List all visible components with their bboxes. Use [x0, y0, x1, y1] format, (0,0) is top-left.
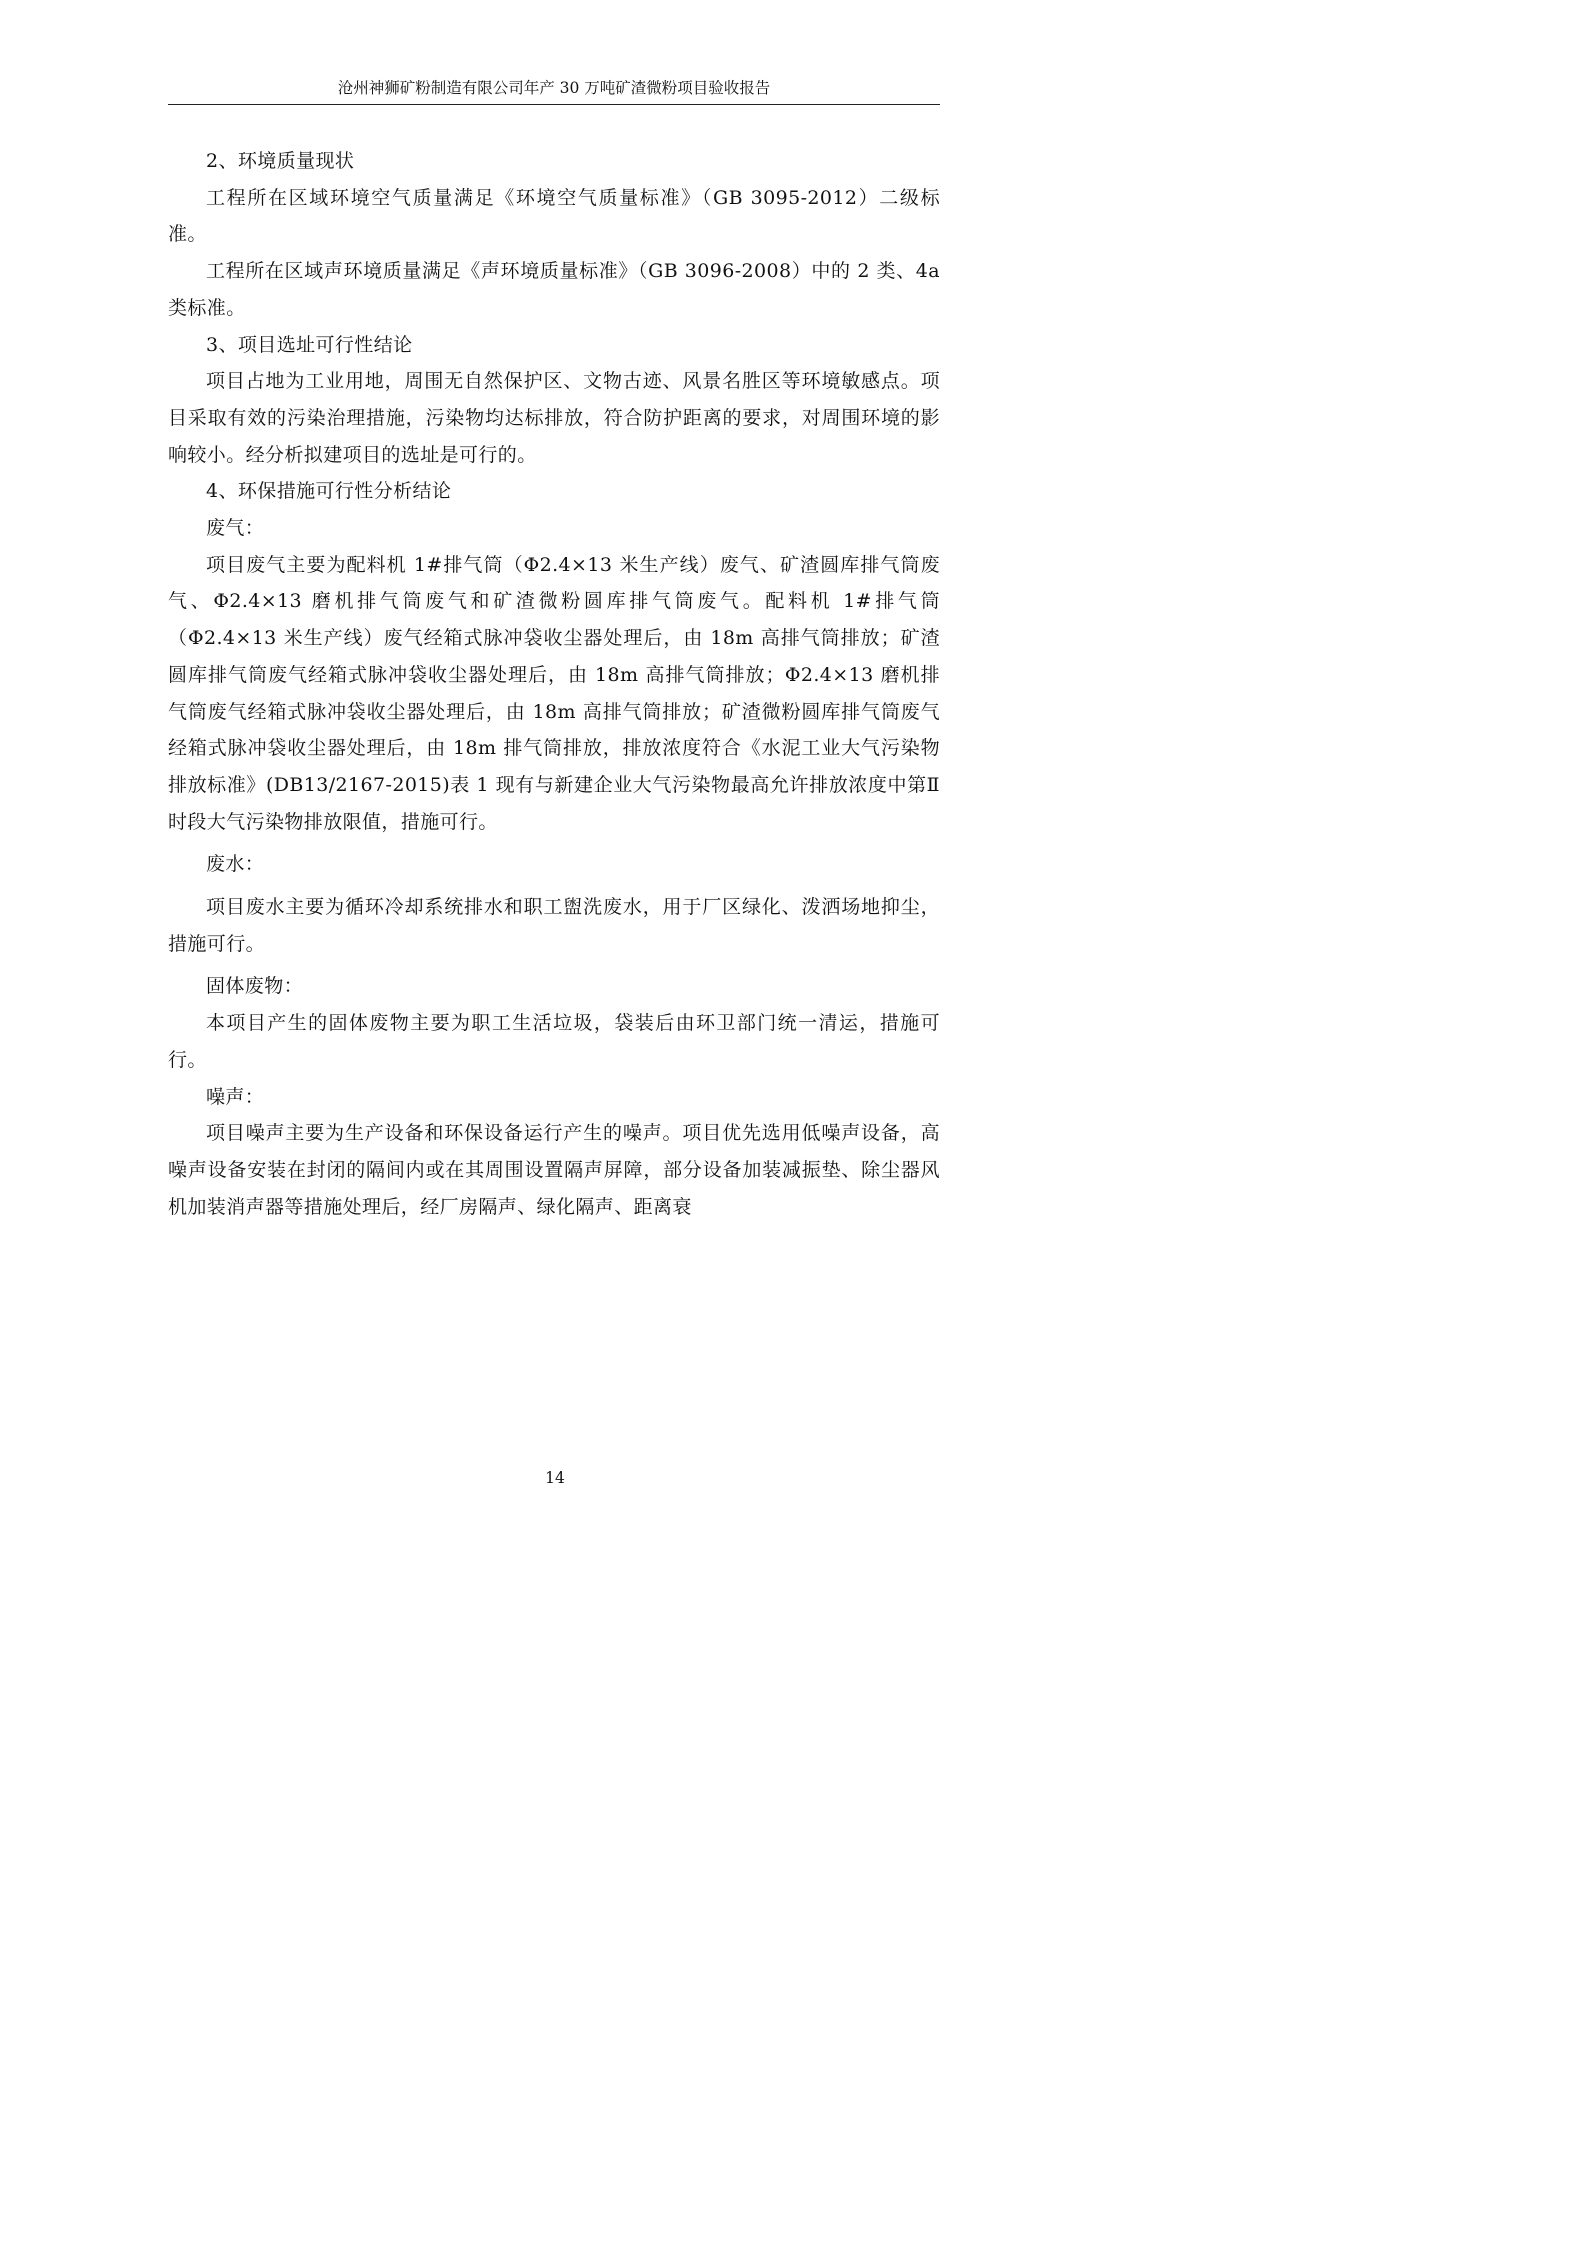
label-noise: 噪声：	[206, 1085, 265, 1108]
report-header: 沧州神狮矿粉制造有限公司年产 30 万吨矿渣微粉项目验收报告	[168, 78, 940, 105]
paragraph-noise: 项目噪声主要为生产设备和环保设备运行产生的噪声。项目优先选用低噪声设备，高噪声设备安装在封闭的隔间内或在其周围设置隔声屏障，部分设备加装减振垫、除尘器风机加装消声器等措施处理后，经厂房隔声、绿化隔声、距离衰	[168, 1122, 940, 1218]
label-waste-water: 废水：	[206, 853, 265, 876]
section-heading-env-quality: 2、环境质量现状	[206, 150, 355, 172]
paragraph-air-quality: 工程所在区域环境空气质量满足《环境空气质量标准》（GB 3095-2012）二级标准。	[168, 186, 940, 246]
paragraph-waste-water: 项目废水主要为循环冷却系统排水和职工盥洗废水，用于厂区绿化、泼洒场地抑尘，措施可行。	[168, 896, 940, 955]
section-heading-site: 3、项目选址可行性结论	[206, 333, 413, 356]
report-body	[168, 143, 940, 1225]
paragraph-waste-gas: 项目废气主要为配料机 1#排气筒（Φ2.4×13 米生产线）废气、矿渣圆库排气筒废气、Φ2.4×13 磨机排气筒废气和矿渣微粉圆库排气筒废气。配料机 1#排气筒（Φ2.4×13 米生产线）废气经箱式脉冲袋收尘器处理后，由 18m 高排气筒排放；矿渣圆库排气筒废气经箱式脉冲袋收尘器处理后，由 18m 高排气筒排放；Φ2.4×13 磨机排气筒废气经箱式脉冲袋收尘器处理后，由 18m 高排气筒排放；矿渣微粉圆库排气筒废气经箱式脉冲袋收尘器处理后，由 18m 排气筒排放，排放浓度符合《水泥工业大气污染物排放标准》(DB13/2167-2015)表 1 现有与新建企业大气污染物最高允许排放浓度中第Ⅱ时段大气污染物排放限值，措施可行。	[168, 553, 940, 833]
label-solid-waste: 固体废物：	[206, 975, 304, 998]
paragraph-noise-quality: 工程所在区域声环境质量满足《声环境质量标准》（GB 3096-2008）中的 2 类、4a 类标准。	[168, 260, 940, 319]
paragraph-site-conclusion: 项目占地为工业用地，周围无自然保护区、文物古迹、风景名胜区等环境敏感点。项目采取有效的污染治理措施，污染物均达标排放，符合防护距离的要求，对周围环境的影响较小。经分析拟建项目的选址是可行的。	[168, 370, 940, 466]
section-heading-measures: 4、环保措施可行性分析结论	[206, 480, 452, 503]
paragraph-solid-waste: 本项目产生的固体废物主要为职工生活垃圾，袋装后由环卫部门统一清运，措施可行。	[168, 1012, 940, 1071]
page-number: 14	[545, 1469, 565, 1487]
label-waste-gas: 废气：	[206, 517, 265, 540]
